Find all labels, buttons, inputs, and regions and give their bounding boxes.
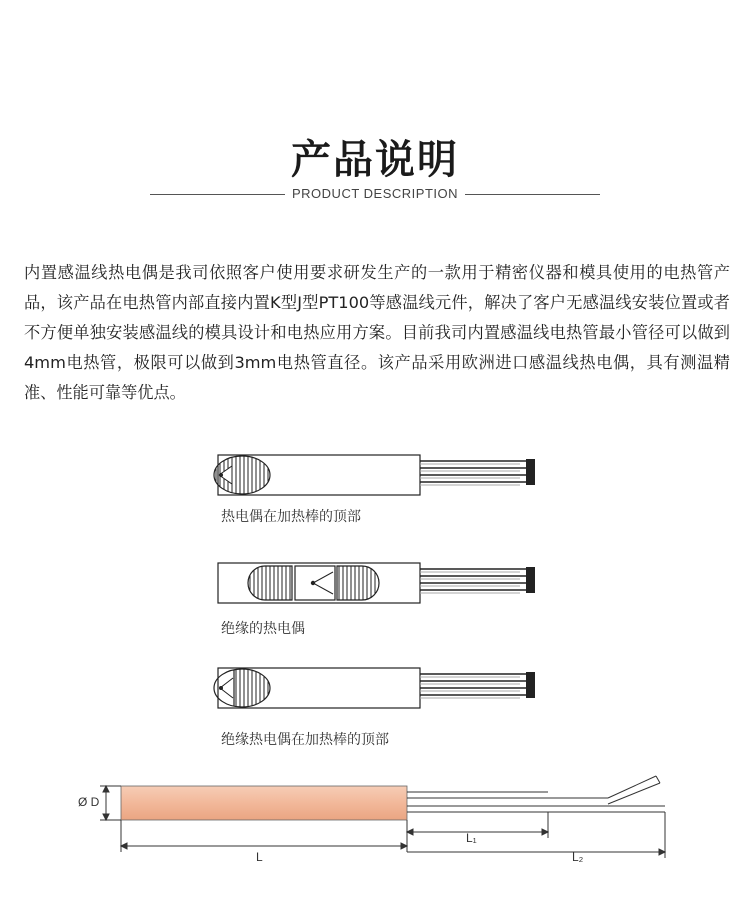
heater-rod-3 bbox=[214, 668, 535, 708]
heater-rod-1 bbox=[214, 455, 535, 495]
diameter-label: Ø D bbox=[78, 795, 100, 809]
page-title: 产品说明 bbox=[291, 137, 459, 183]
divider-right bbox=[465, 194, 600, 195]
diagram-caption-2: 绝缘的热电偶 bbox=[221, 621, 305, 637]
heater-rod-2 bbox=[218, 563, 535, 603]
product-description: 内置感温线热电偶是我司依照客户使用要求研发生产的一款用于精密仪器和模具使用的电热管产品，该产品在电热管内部直接内置K型J型PT100等感温线元件，解决了客户无感温线安装位置或者不方便单独安装感温线的模具设计和电热应用方案。目前我司内置感温线电热管最小管径可以做到4mm电热管，极限可以做到3mm电热管直径。该产品采用欧洲进口感温线热电偶，具有测温精准、性能可靠等优点。 bbox=[24, 263, 730, 402]
page-subtitle: PRODUCT DESCRIPTION bbox=[292, 186, 458, 201]
dimension-drawing bbox=[100, 776, 665, 858]
subtitle-row bbox=[150, 184, 600, 204]
length-label: L bbox=[256, 850, 263, 864]
diagram-caption-3: 绝缘热电偶在加热棒的顶部 bbox=[221, 732, 389, 748]
diagram-caption-1: 热电偶在加热棒的顶部 bbox=[221, 509, 361, 525]
l2-label: L₂ bbox=[572, 850, 584, 864]
l1-label: L₁ bbox=[466, 831, 477, 845]
